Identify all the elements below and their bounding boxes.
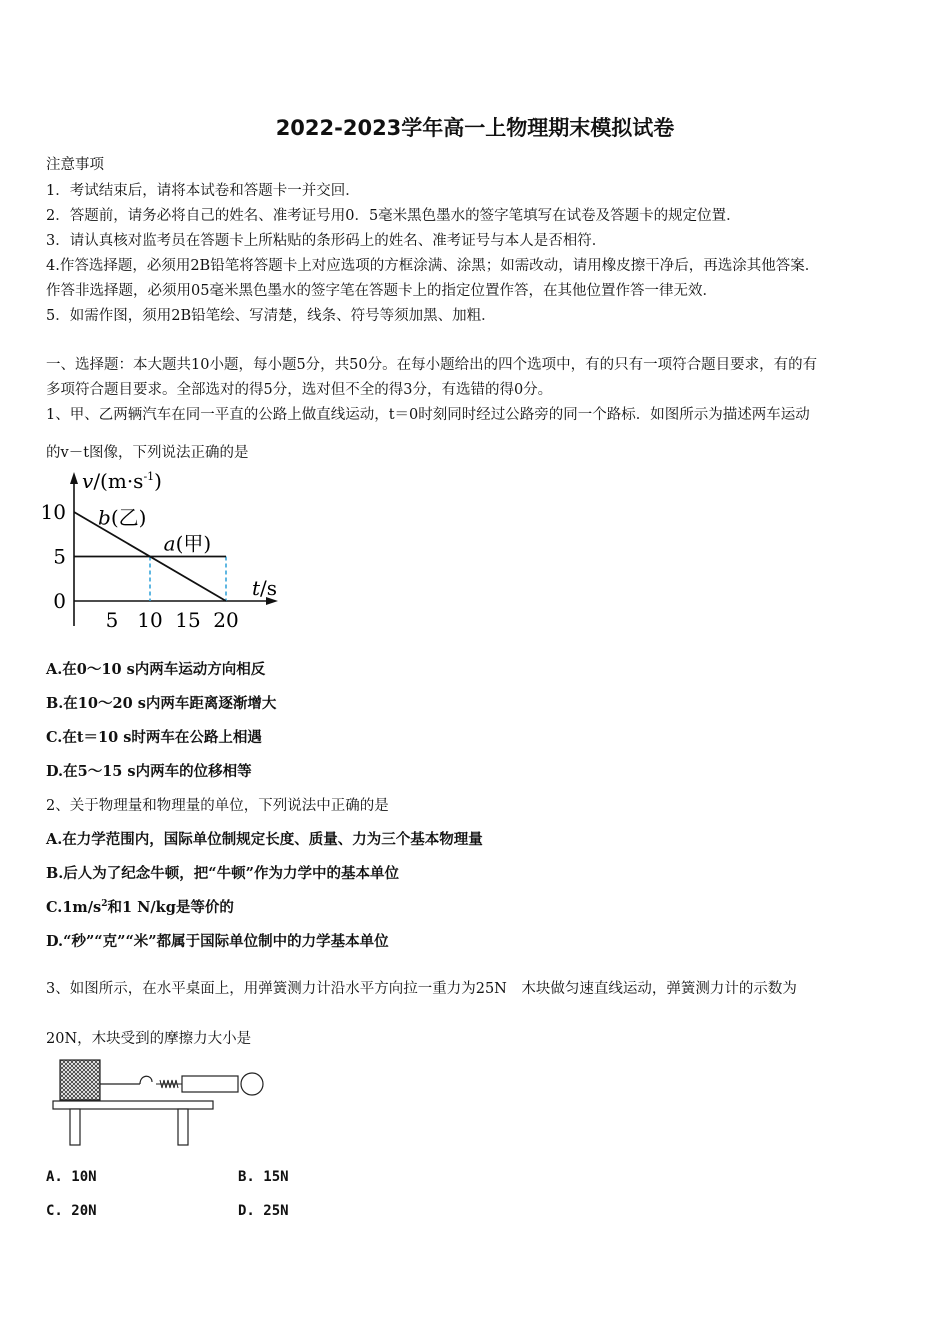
- question-2-option-a: A.在力学范围内，国际单位制规定长度、质量、力为三个基本物理量: [46, 831, 483, 848]
- question-3-option-b: B. 15N: [238, 1169, 289, 1185]
- question-1-option-a: A.在0～10 s内两车运动方向相反: [46, 661, 266, 678]
- question-1-option-b: B.在10～20 s内两车距离逐渐增大: [46, 695, 277, 712]
- y-tick-label: 10: [40, 500, 66, 524]
- question-3-stem-cont: 20N，木块受到的摩擦力大小是: [46, 1031, 252, 1047]
- spring-balance-ring: [241, 1073, 263, 1095]
- notice-heading: 注意事项: [46, 157, 104, 173]
- question-1-stem: 1、甲、乙两辆汽车在同一平直的公路上做直线运动，t＝0时刻同时经过公路旁的同一个路标．如图所示为描述两车运动: [46, 407, 810, 423]
- wooden-block: [60, 1060, 100, 1100]
- table-top: [53, 1101, 213, 1109]
- table-leg-left: [70, 1109, 80, 1145]
- question-2-stem: 2、关于物理量和物理量的单位，下列说法中正确的是: [46, 798, 389, 814]
- x-tick-label: 5: [105, 608, 119, 632]
- x-tick-label: 20: [213, 608, 239, 632]
- y-axis-arrow: [70, 472, 78, 484]
- spring-balance-figure: [48, 1058, 270, 1148]
- notice-item: 3．请认真核对监考员在答题卡上所粘贴的条形码上的姓名、准考证号与本人是否相符．: [46, 233, 607, 249]
- table-leg-right: [178, 1109, 188, 1145]
- notice-item: 2．答题前，请务必将自己的姓名、准考证号用0．5毫米黑色墨水的签字笔填写在试卷及答题卡的规定位置．: [46, 208, 741, 224]
- y-tick-label: 5: [53, 544, 66, 569]
- section-instructions-line: 多项符合题目要求。全部选对的得5分，选对但不全的得3分，有选错的得0分。: [46, 382, 553, 398]
- question-3-stem: 3、如图所示，在水平桌面上，用弹簧测力计沿水平方向拉一重力为25N 木块做匀速直线运动，弹簧测力计的示数为: [46, 981, 797, 997]
- spring-balance-body: [182, 1076, 238, 1092]
- series-label-a: a(甲): [163, 531, 212, 556]
- notice-item: 作答非选择题，必须用05毫米黑色墨水的签字笔在答题卡上的指定位置作答，在其他位置作答一律无效．: [46, 283, 717, 299]
- y-tick-label: 0: [53, 589, 66, 613]
- option-c-text-pre: C.1m/s: [46, 899, 102, 916]
- x-tick-label: 10: [137, 608, 163, 632]
- x-axis-label: t/s: [252, 576, 278, 600]
- y-axis-label: $v/(m\cdot s^{-1})$: [82, 469, 162, 493]
- question-2-option-b: B.后人为了纪念牛顿，把“牛顿”作为力学中的基本单位: [46, 865, 399, 882]
- question-2-option-c: [46, 896, 234, 917]
- notice-item: 1．考试结束后，请将本试卷和答题卡一并交回．: [46, 183, 360, 199]
- notice-item: 4.作答选择题，必须用2B铅笔将答题卡上对应选项的方框涂满、涂黑；如需改动，请用橡皮擦干净后，再选涂其他答案．: [46, 258, 820, 274]
- section-instructions-line: 一、选择题：本大题共10小题，每小题5分，共50分。在每小题给出的四个选项中，有的只有一项符合题目要求，有的有: [46, 357, 818, 373]
- question-2-option-d: D.“秒”“克”“米”都属于国际单位制中的力学基本单位: [46, 933, 389, 950]
- notice-item: 5．如需作图，须用2B铅笔绘、写清楚，线条、符号等须加黑、加粗．: [46, 308, 496, 324]
- option-c-superscript: 2: [101, 899, 108, 910]
- series-label-b: b(乙): [98, 505, 147, 530]
- question-3-option-a: A. 10N: [46, 1169, 97, 1185]
- page-title: 2022-2023学年高一上物理期末模拟试卷: [275, 116, 675, 140]
- x-tick-label: 15: [175, 608, 201, 632]
- spring-hook: [140, 1076, 152, 1084]
- question-3-option-d: D. 25N: [238, 1203, 289, 1219]
- question-1-stem-cont: 的v－t图像，下列说法正确的是: [46, 445, 249, 461]
- question-1-option-c: C.在t＝10 s时两车在公路上相遇: [46, 729, 262, 746]
- question-3-option-c: C. 20N: [46, 1203, 97, 1219]
- question-1-option-d: D.在5～15 s内两车的位移相等: [46, 763, 252, 780]
- option-c-text-post: 和1 N/kg是等价的: [107, 899, 234, 916]
- vt-chart: [40, 466, 290, 636]
